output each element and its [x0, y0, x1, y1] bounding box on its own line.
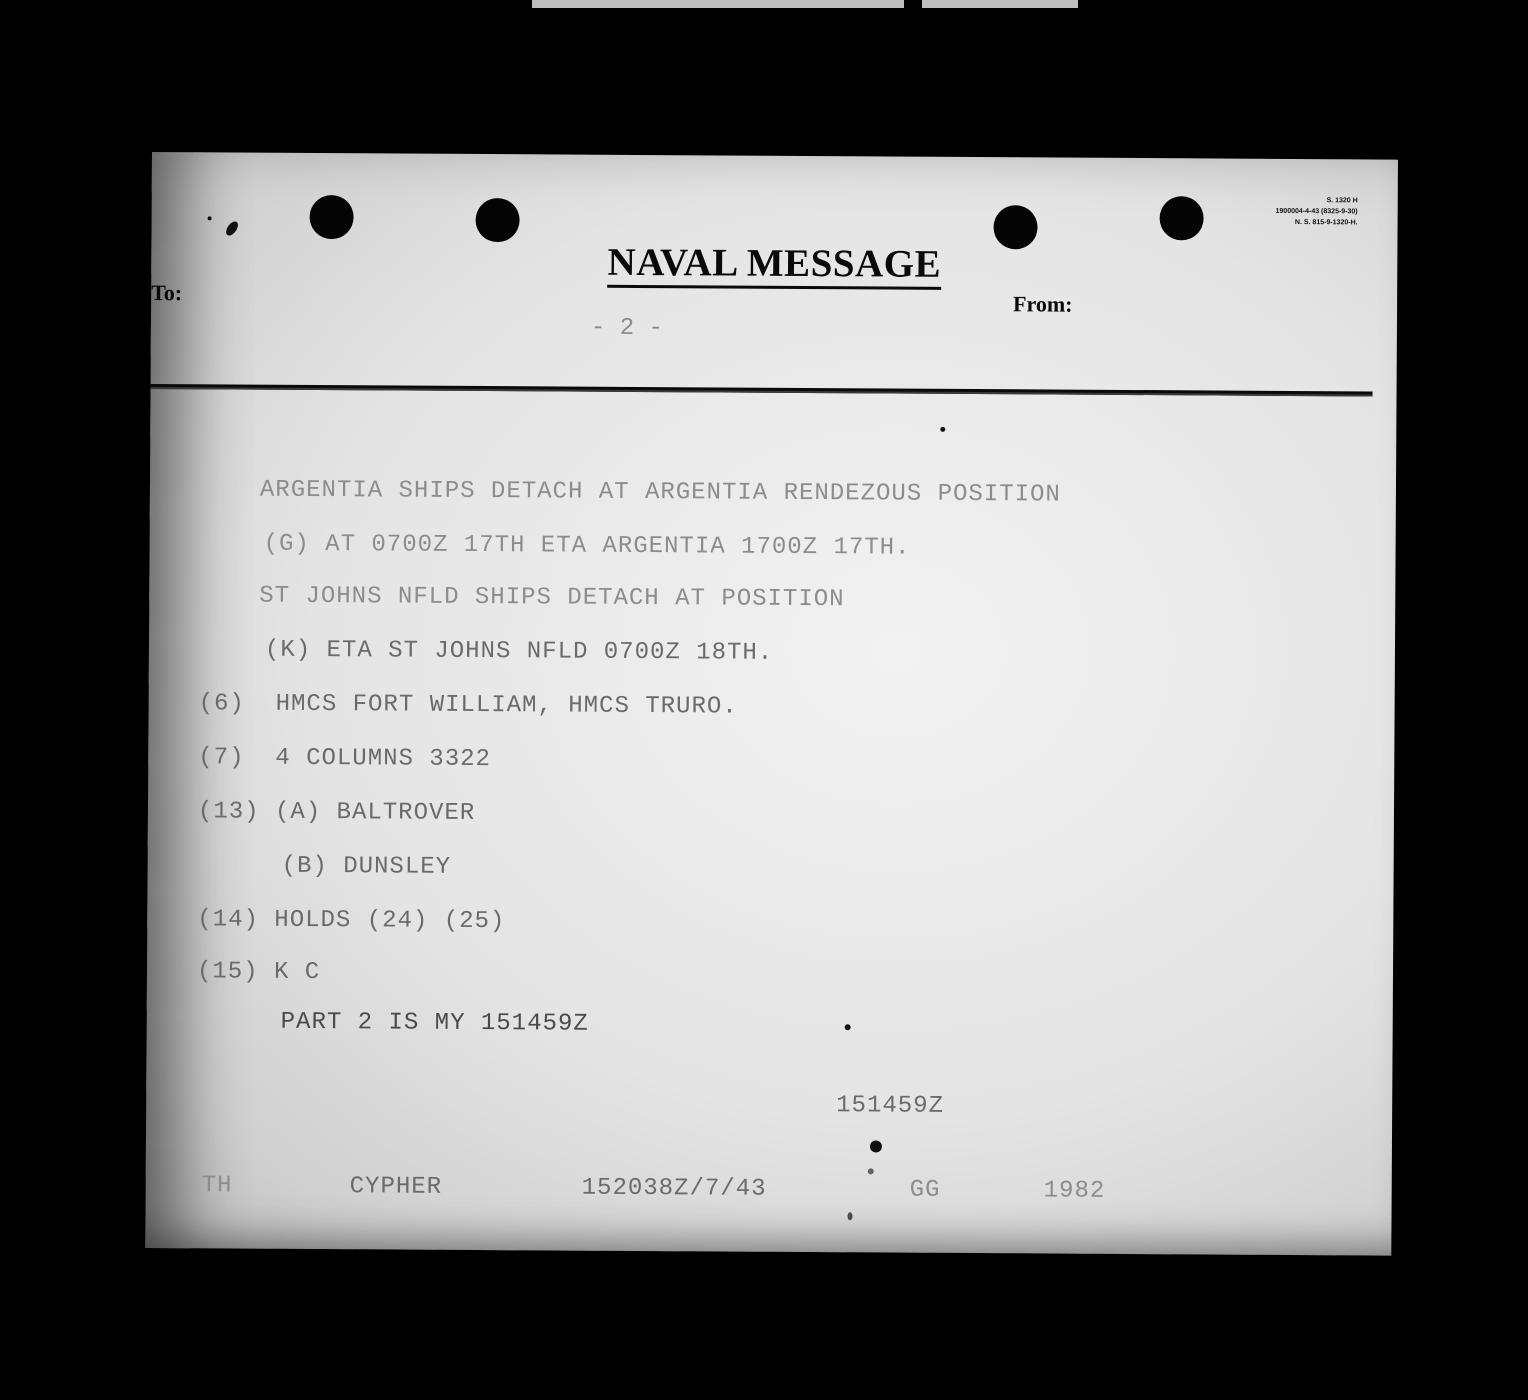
message-line: (14) HOLDS (24) (25) — [197, 906, 506, 936]
punch-hole — [309, 195, 353, 239]
message-line: (B) DUNSLEY — [281, 852, 452, 881]
form-title-text: NAVAL MESSAGE — [607, 241, 941, 290]
message-line: (13) (A) BALTROVER — [197, 798, 476, 827]
to-label: To: — [151, 279, 183, 306]
header-rule — [151, 384, 1373, 396]
punch-hole — [475, 198, 519, 242]
form-title — [151, 237, 1397, 290]
ink-speck — [847, 1212, 852, 1220]
footer-method: CYPHER — [349, 1173, 443, 1201]
form-number: S. 1320 H 1900004-4-43 (8325-9-30) N. S. 815-9-1320-H. — [1275, 197, 1358, 227]
footer-system: GG — [909, 1176, 941, 1204]
film-edge-strip — [532, 0, 904, 8]
film-edge-strip — [922, 0, 1078, 8]
footer-time-of-origin: 152038Z/7/43 — [581, 1174, 767, 1203]
ink-speck — [870, 1140, 882, 1152]
message-line: ARGENTIA SHIPS DETACH AT ARGENTIA RENDEZOUS POSITION — [259, 476, 1061, 509]
footer-operator: TH — [201, 1172, 233, 1200]
ink-speck — [208, 216, 212, 220]
naval-message-form — [145, 152, 1398, 1256]
message-line: PART 2 IS MY 151459Z — [280, 1008, 589, 1038]
message-line: ST JOHNS NFLD SHIPS DETACH AT POSITION — [259, 582, 845, 614]
message-line: (K) ETA ST JOHNS NFLD 0700Z 18TH. — [264, 636, 774, 667]
ink-speck — [845, 1024, 851, 1030]
message-line: (7) 4 COLUMNS 3322 — [198, 744, 492, 774]
ink-speck — [940, 427, 945, 432]
from-label: From: — [1013, 291, 1073, 317]
message-line: (G) AT 0700Z 17TH ETA ARGENTIA 1700Z 17TH. — [263, 530, 911, 562]
message-line: (15) K C — [196, 958, 321, 987]
message-line: (6) HMCS FORT WILLIAM, HMCS TRURO. — [198, 690, 738, 721]
date-time-group-stamp: 151459Z — [836, 1092, 945, 1120]
ink-speck — [224, 219, 241, 237]
footer-serial: 1982 — [1043, 1177, 1106, 1205]
punch-hole — [1159, 196, 1203, 240]
page-number: - 2 - — [590, 314, 664, 343]
ink-speck — [868, 1168, 874, 1174]
